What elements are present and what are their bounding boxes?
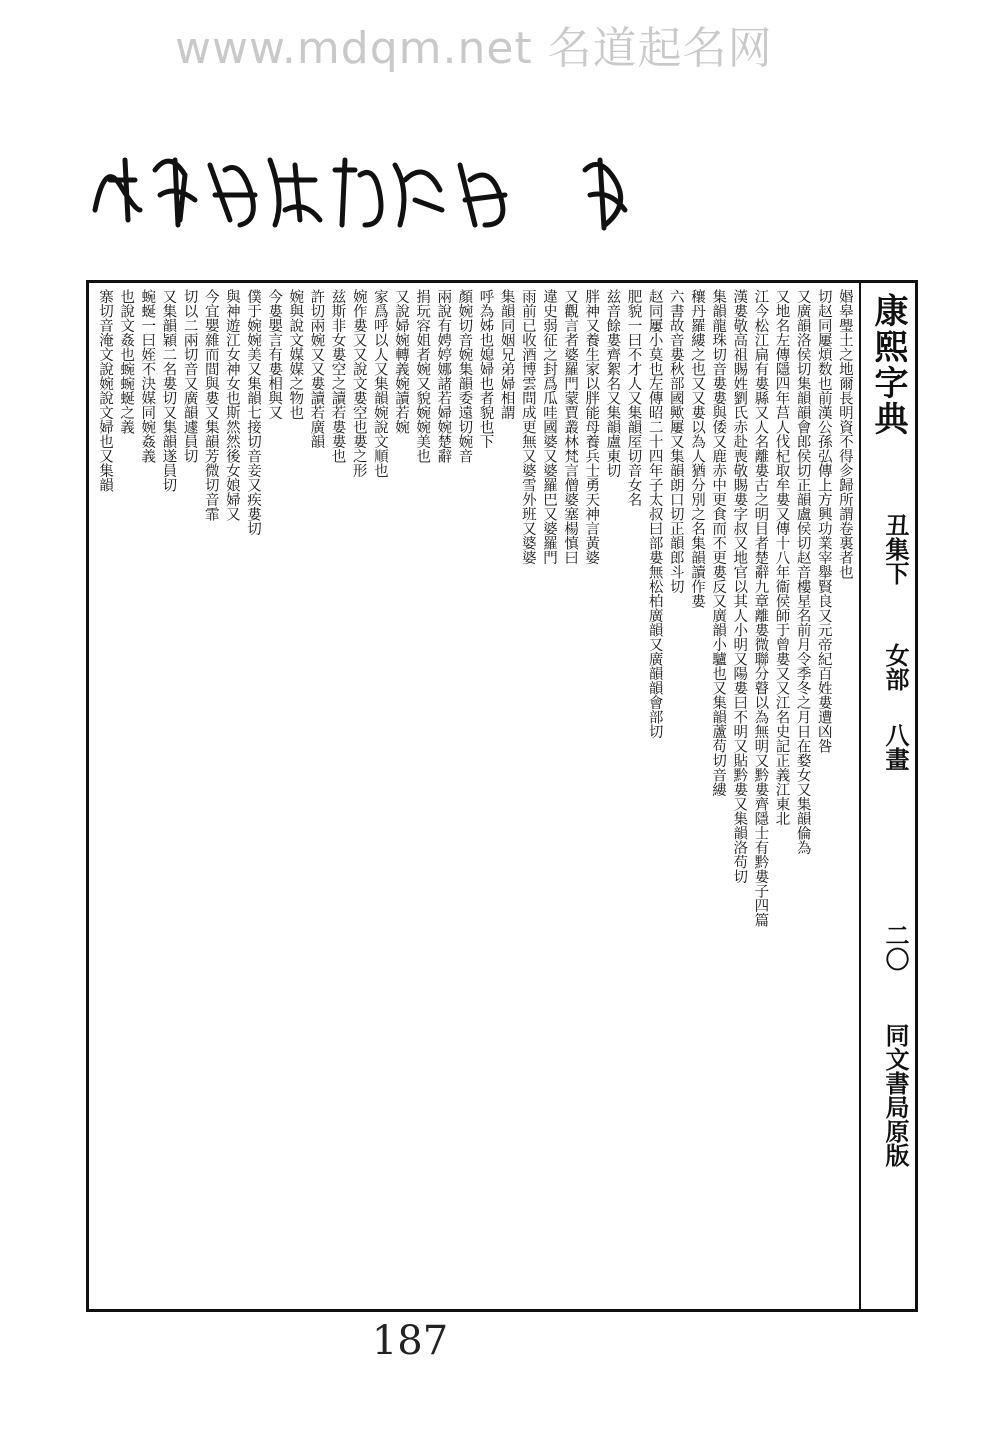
- text-column: 切以二兩切音又廣韻遽員切: [181, 289, 198, 463]
- text-column: 切赵同屢煩数也前漢公孫弘傳上方興功業宰舉賢良又元帝紀百姓婁遭凶咎: [815, 289, 832, 753]
- text-column: 兹音餘婁齊絮名又集韻盧東切: [604, 289, 621, 478]
- text-column: 婉與說文媒媒之物也: [287, 289, 304, 420]
- publisher-label: 同文書局原版: [881, 1023, 910, 1167]
- text-column: 家爲呼以人又集韻婉說文順也: [371, 289, 388, 478]
- seal-script-row: [80, 140, 680, 240]
- text-column: 胖神又養生家以胖能母養兵士勇天神言黃婆: [583, 289, 600, 565]
- text-column: 集韻龍珠切音婁婁與倭又鹿赤中更食而不更婁反又廣韻小驢也又集韻蘆苟切音縷: [710, 289, 727, 797]
- text-column: 六書故音婁秋部國歟屢又集韻朗口切正韻郎斗切: [667, 289, 684, 594]
- text-column: 今宜嬰雜而間與婁又集韻芳微切音霏: [202, 289, 219, 521]
- text-column: 顏婉切音婉集韻委遠切婉音: [456, 289, 473, 463]
- text-column: 寨切音淹文說婉說文婦也又集韻: [97, 289, 113, 492]
- page-header-column: [859, 283, 915, 1309]
- watermark-text: www.mdqm.net 名道起名网: [175, 23, 773, 74]
- text-column: 也說文姦也蜿蜿蜒之義: [118, 289, 135, 434]
- text-column: 漢婁敬高祖賜姓劉氏赤赴喪敬賜婁字叔又地官以其人小明又陽婁曰不明又貼黔婁又集韻洛苟切: [731, 289, 748, 884]
- text-column: 穰丹羅縷之也又又婁以為人猶分別之名集韻讀作婁: [688, 289, 705, 608]
- text-column: 許切兩婉又又婁讀若廣韻: [308, 289, 325, 449]
- text-column: 雨前已收酒博雲問成更無又婆雪外班又婆婆: [519, 289, 536, 565]
- text-column: 蜿蜒一曰姪不決媒同婉姦義: [139, 289, 156, 463]
- text-column: 集韻同姻兄弟婦相謂: [498, 289, 515, 420]
- text-column: 又集韻穎二名婁切又集韻遂員切: [160, 289, 177, 492]
- text-column: 違史弱征之封爲瓜哇國婆又婆羅巴又婆羅門: [540, 289, 557, 565]
- seal-script-glyphs: [80, 140, 680, 240]
- dictionary-text-body: [95, 289, 855, 1303]
- stroke-count-label: 八畫: [881, 723, 910, 771]
- dictionary-page-frame: [86, 280, 918, 1312]
- dictionary-title: 康熙字典: [868, 293, 908, 437]
- text-column: 婉作婁又又說文婁空也婁之形: [350, 289, 367, 478]
- text-column: 今婁嬰言有婁相與又: [266, 289, 283, 420]
- radical-label: 女部: [881, 643, 910, 691]
- text-column: 僕于婉婉美又集韻七接切音妾又疾婁切: [244, 289, 261, 536]
- page-number: 187: [371, 1318, 449, 1364]
- text-column: 與神遊江女神女也斯然然後女娘婦又: [223, 289, 240, 521]
- section-label: 丑集下: [881, 513, 910, 585]
- text-column: 赵同屢小莫也左傳昭二十四年子太叔曰部婁無松柏廣韻又廣韻韻會部切: [646, 289, 663, 739]
- text-column: 捐玩容姐者婉又貌婉婉美也: [414, 289, 431, 463]
- text-column: 江今松江扁有婁縣又人名離婁古之明目者楚辭九章離婁微聯分瞽以為無明又黔婁齊隱士有黔婁子四篇: [752, 289, 769, 927]
- header-page-label: 二〇: [881, 923, 910, 971]
- text-column: 又觀言者婆羅門蒙賈叢林梵言僧婆塞楊慎曰: [562, 289, 579, 565]
- text-column: 兩說有娉婷娜諸若婦婉楚辭: [435, 289, 452, 463]
- text-column: 又廣韻洛侯切集韻韻會郎侯切正韻盧侯切赵音樓星名前月令季冬之月日在婺女又集韻倫為: [794, 289, 811, 855]
- text-column: 㛰皋璺土之地爾長明資不得㐱歸所謂卷裏者也: [836, 289, 853, 579]
- text-column: 又地名左傳隱四年莒人伐杞取牟婁又傳十八年衞侯師于曾婁又又江名史記正義江東北: [773, 289, 790, 826]
- text-column: 又說婦婉轉義婉讀若婉: [392, 289, 409, 434]
- text-column: 肥貌一曰不才人又集韻厔切音女名: [625, 289, 642, 507]
- text-column: 呼為姊也媳婦也者貌也下: [477, 289, 494, 449]
- text-column: 兹斯非女婁空之讀若婁婁也: [329, 289, 346, 463]
